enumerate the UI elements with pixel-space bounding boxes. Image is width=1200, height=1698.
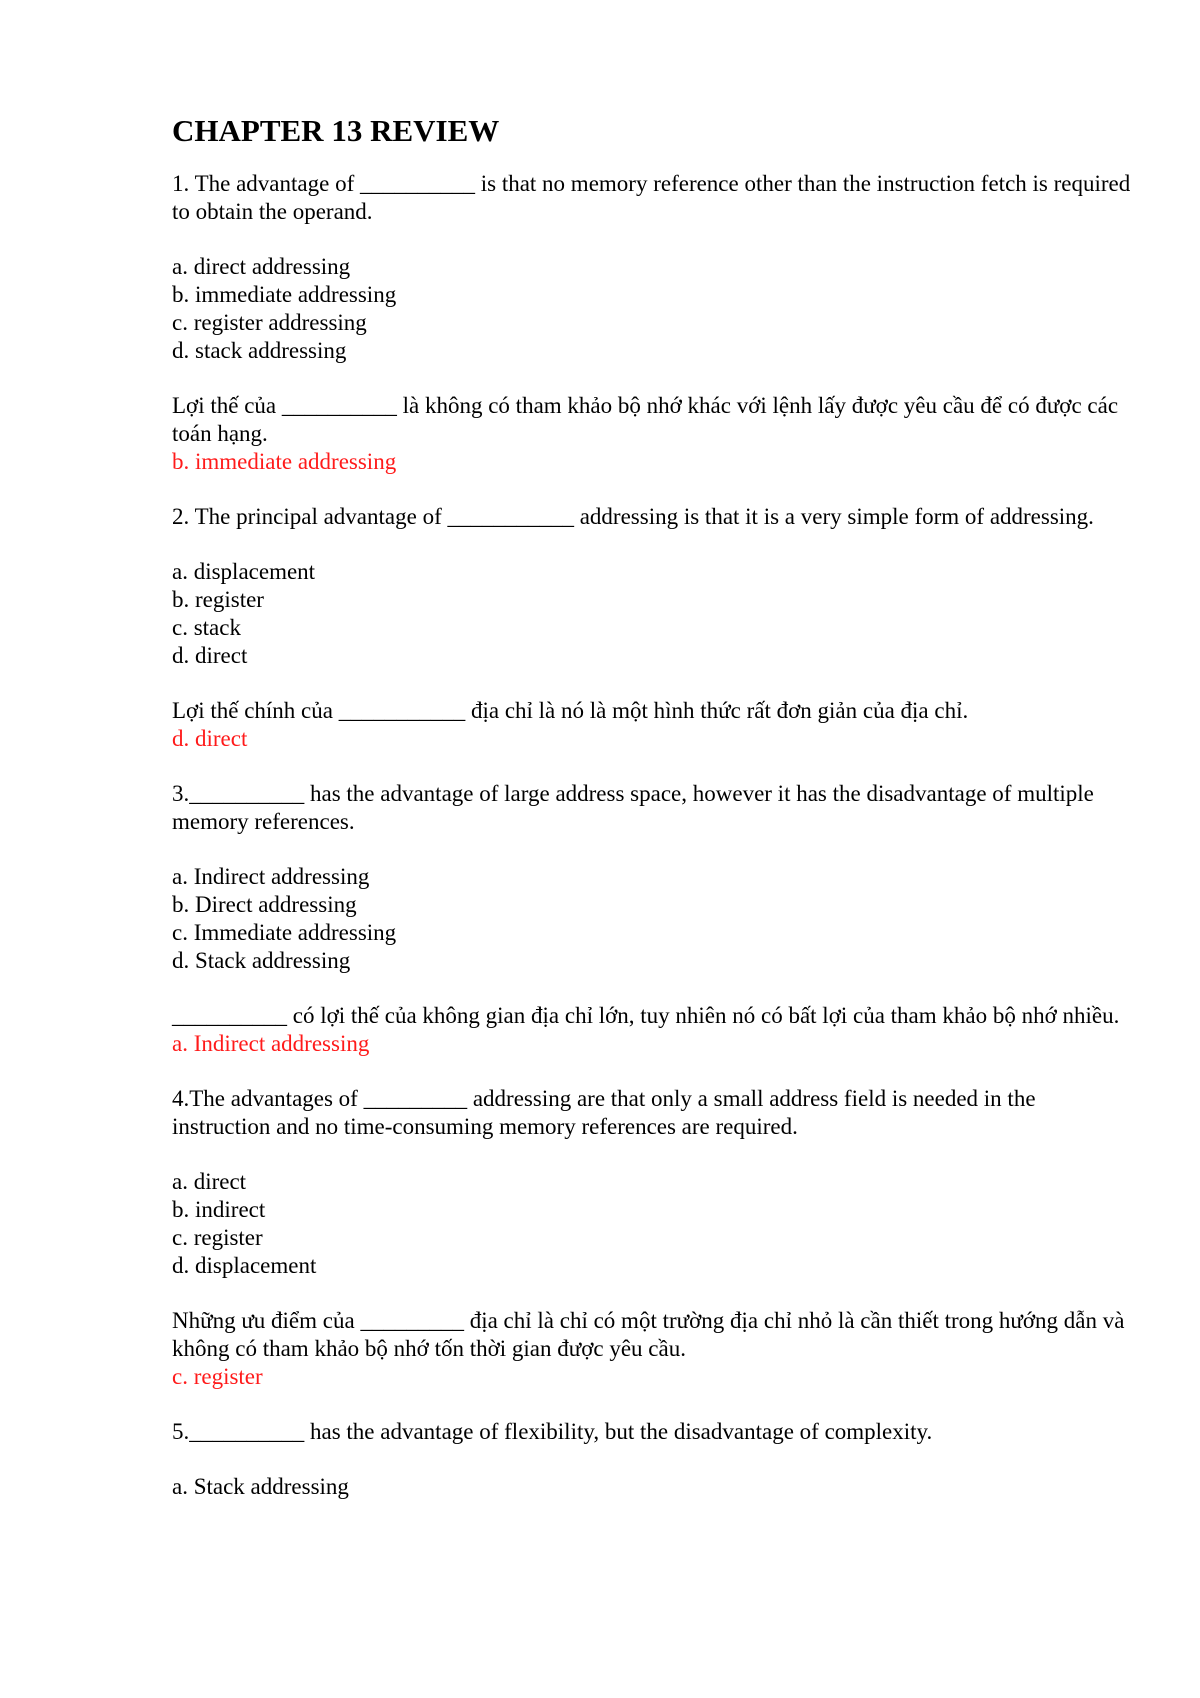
option-2d: d. direct (172, 643, 248, 668)
translation-2: Lợi thế chính của ___________ địa chỉ là nó là một hình thức rất đơn giản của địa chỉ. (172, 698, 969, 723)
option-1d: d. stack addressing (172, 338, 347, 363)
options-list-1 (172, 253, 1132, 365)
answer-4: c. register (172, 1364, 263, 1389)
option-4b: b. indirect (172, 1197, 266, 1222)
question-block-4 (172, 1085, 1132, 1391)
question-text-4: 4.The advantages of _________ addressing are that only a small address field is needed in the instruction and no time-consuming memory references are required. (172, 1086, 1036, 1139)
option-4d: d. displacement (172, 1253, 317, 1278)
question-block-3 (172, 780, 1132, 1058)
question-text-5: 5.__________ has the advantage of flexibility, but the disadvantage of complexity. (172, 1419, 933, 1444)
options-list-4 (172, 1168, 1132, 1280)
question-text-1: 1. The advantage of __________ is that no memory reference other than the instruction fetch is required to obtain the operand. (172, 171, 1131, 224)
question-block-2 (172, 503, 1132, 753)
translation-3: __________ có lợi thế của không gian địa chỉ lớn, tuy nhiên nó có bất lợi của tham khảo bộ nhớ nhiều. (172, 1003, 1120, 1028)
translation-1: Lợi thế của __________ là không có tham khảo bộ nhớ khác với lệnh lấy được yêu cầu để có được các toán hạng. (172, 393, 1119, 446)
option-1a: a. direct addressing (172, 254, 351, 279)
option-3b: b. Direct addressing (172, 892, 357, 917)
option-3c: c. Immediate addressing (172, 920, 397, 945)
option-2b: b. register (172, 587, 264, 612)
answer-2: d. direct (172, 726, 248, 751)
translation-4: Những ưu điểm của _________ địa chỉ là chỉ có một trường địa chỉ nhỏ là cần thiết trong hướng dẫn và không có tham khảo bộ nhớ tốn thời gian được yêu cầu. (172, 1308, 1125, 1361)
page-title: CHAPTER 13 REVIEW (172, 113, 500, 148)
options-list-2 (172, 558, 1132, 670)
option-2a: a. displacement (172, 559, 316, 584)
option-1c: c. register addressing (172, 310, 367, 335)
question-text-3: 3.__________ has the advantage of large address space, however it has the disadvantage of multiple memory references. (172, 781, 1094, 834)
option-3d: d. Stack addressing (172, 948, 351, 973)
option-3a: a. Indirect addressing (172, 864, 370, 889)
question-block-1 (172, 170, 1132, 476)
option-1b: b. immediate addressing (172, 282, 397, 307)
document-page (172, 112, 1132, 1528)
answer-1: b. immediate addressing (172, 449, 397, 474)
options-list-5 (172, 1473, 1132, 1501)
option-4a: a. direct (172, 1169, 247, 1194)
option-4c: c. register (172, 1225, 263, 1250)
question-text-2: 2. The principal advantage of ___________ addressing is that it is a very simple form of addressing. (172, 504, 1094, 529)
options-list-3 (172, 863, 1132, 975)
question-block-5 (172, 1418, 1132, 1501)
option-5a: a. Stack addressing (172, 1474, 349, 1499)
option-2c: c. stack (172, 615, 241, 640)
answer-3: a. Indirect addressing (172, 1031, 370, 1056)
